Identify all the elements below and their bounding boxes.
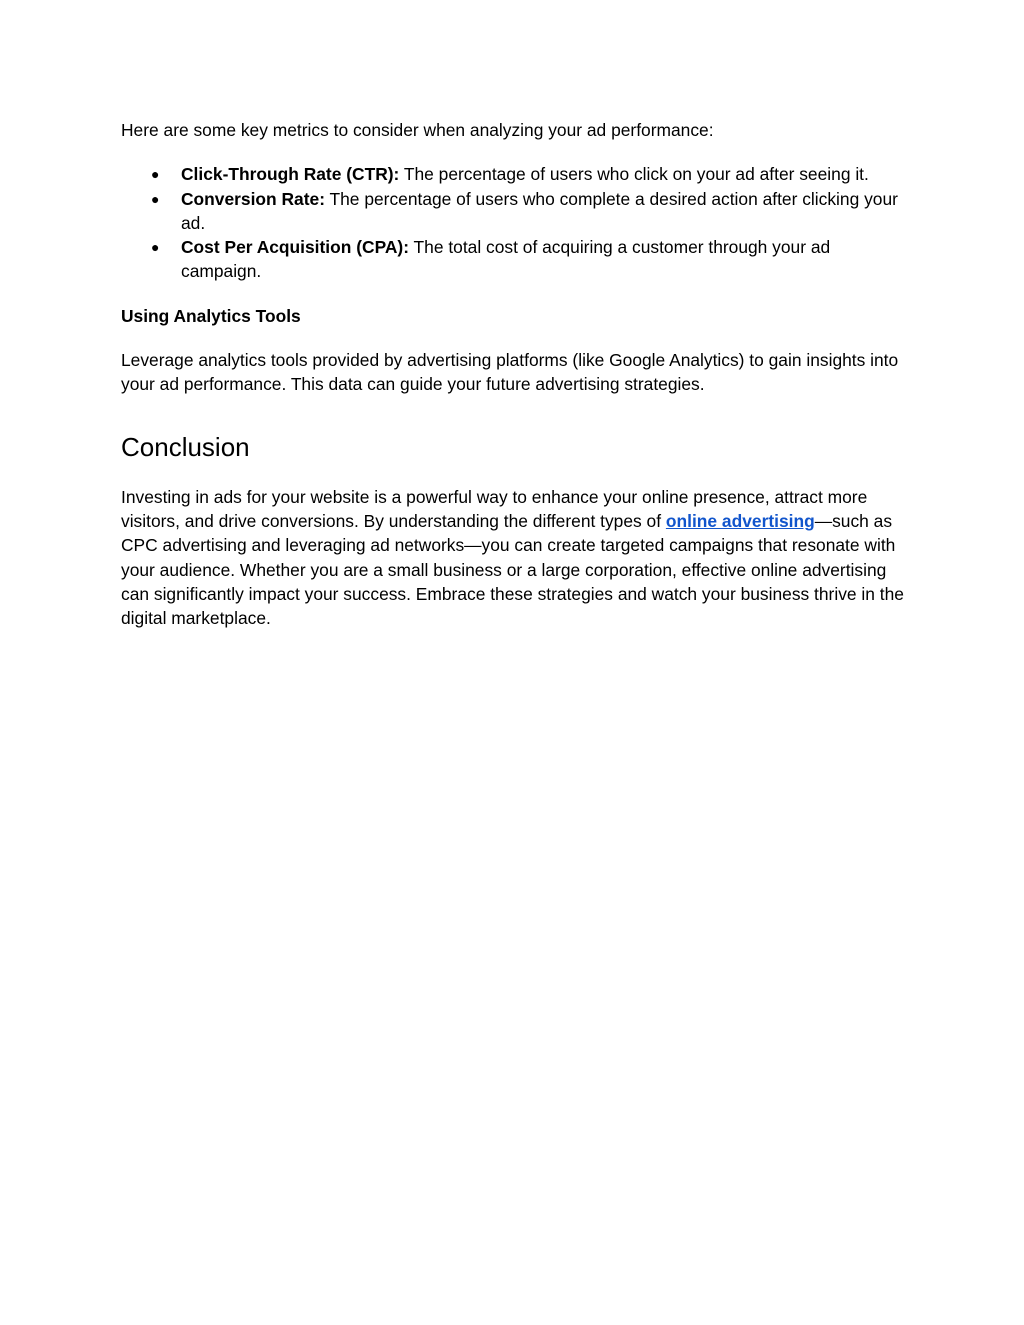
conclusion-text-end: —such as CPC advertising and leveraging ad networks—you can create targeted campaigns that resonate with your audience. Whether you are a small business or a large corporation, effective online advertising can significantly impact your success. Embrace these strategies and watch your business thrive in the digital marketplace. bbox=[121, 510, 904, 629]
metric-description: The total cost of acquiring a customer through your ad campaign. bbox=[181, 237, 831, 282]
metric-term: Click-Through Rate (CTR): bbox=[181, 164, 400, 185]
metric-term: Conversion Rate: bbox=[181, 188, 325, 209]
bullet-icon: ● bbox=[151, 166, 160, 183]
bullet-icon: ● bbox=[151, 239, 160, 256]
list-item-cpa bbox=[121, 235, 911, 284]
metric-term: Cost Per Acquisition (CPA): bbox=[181, 237, 410, 258]
document-page bbox=[121, 118, 911, 630]
metric-description: The percentage of users who complete a desired action after clicking your ad. bbox=[181, 188, 898, 233]
analytics-heading: Using Analytics Tools bbox=[121, 305, 301, 326]
intro-paragraph: Here are some key metrics to consider when analyzing your ad performance: bbox=[121, 120, 714, 140]
conclusion-text-start: Investing in ads for your website is a powerful way to enhance your online presence, attract more visitors, and drive conversions. By understanding the different types of bbox=[121, 486, 868, 531]
list-item-conversion-rate bbox=[121, 187, 911, 236]
conclusion-paragraph bbox=[121, 485, 911, 631]
conclusion-heading: Conclusion bbox=[121, 431, 250, 462]
analytics-paragraph: Leverage analytics tools provided by advertising platforms (like Google Analytics) to gain insights into your ad performance. This data can guide your future advertising strategies. bbox=[121, 350, 899, 395]
metric-description: The percentage of users who click on your ad after seeing it. bbox=[403, 164, 869, 185]
online-advertising-link[interactable]: online advertising bbox=[665, 510, 815, 531]
bullet-icon: ● bbox=[151, 190, 160, 207]
list-item-ctr bbox=[121, 162, 911, 186]
metrics-list bbox=[121, 162, 911, 283]
